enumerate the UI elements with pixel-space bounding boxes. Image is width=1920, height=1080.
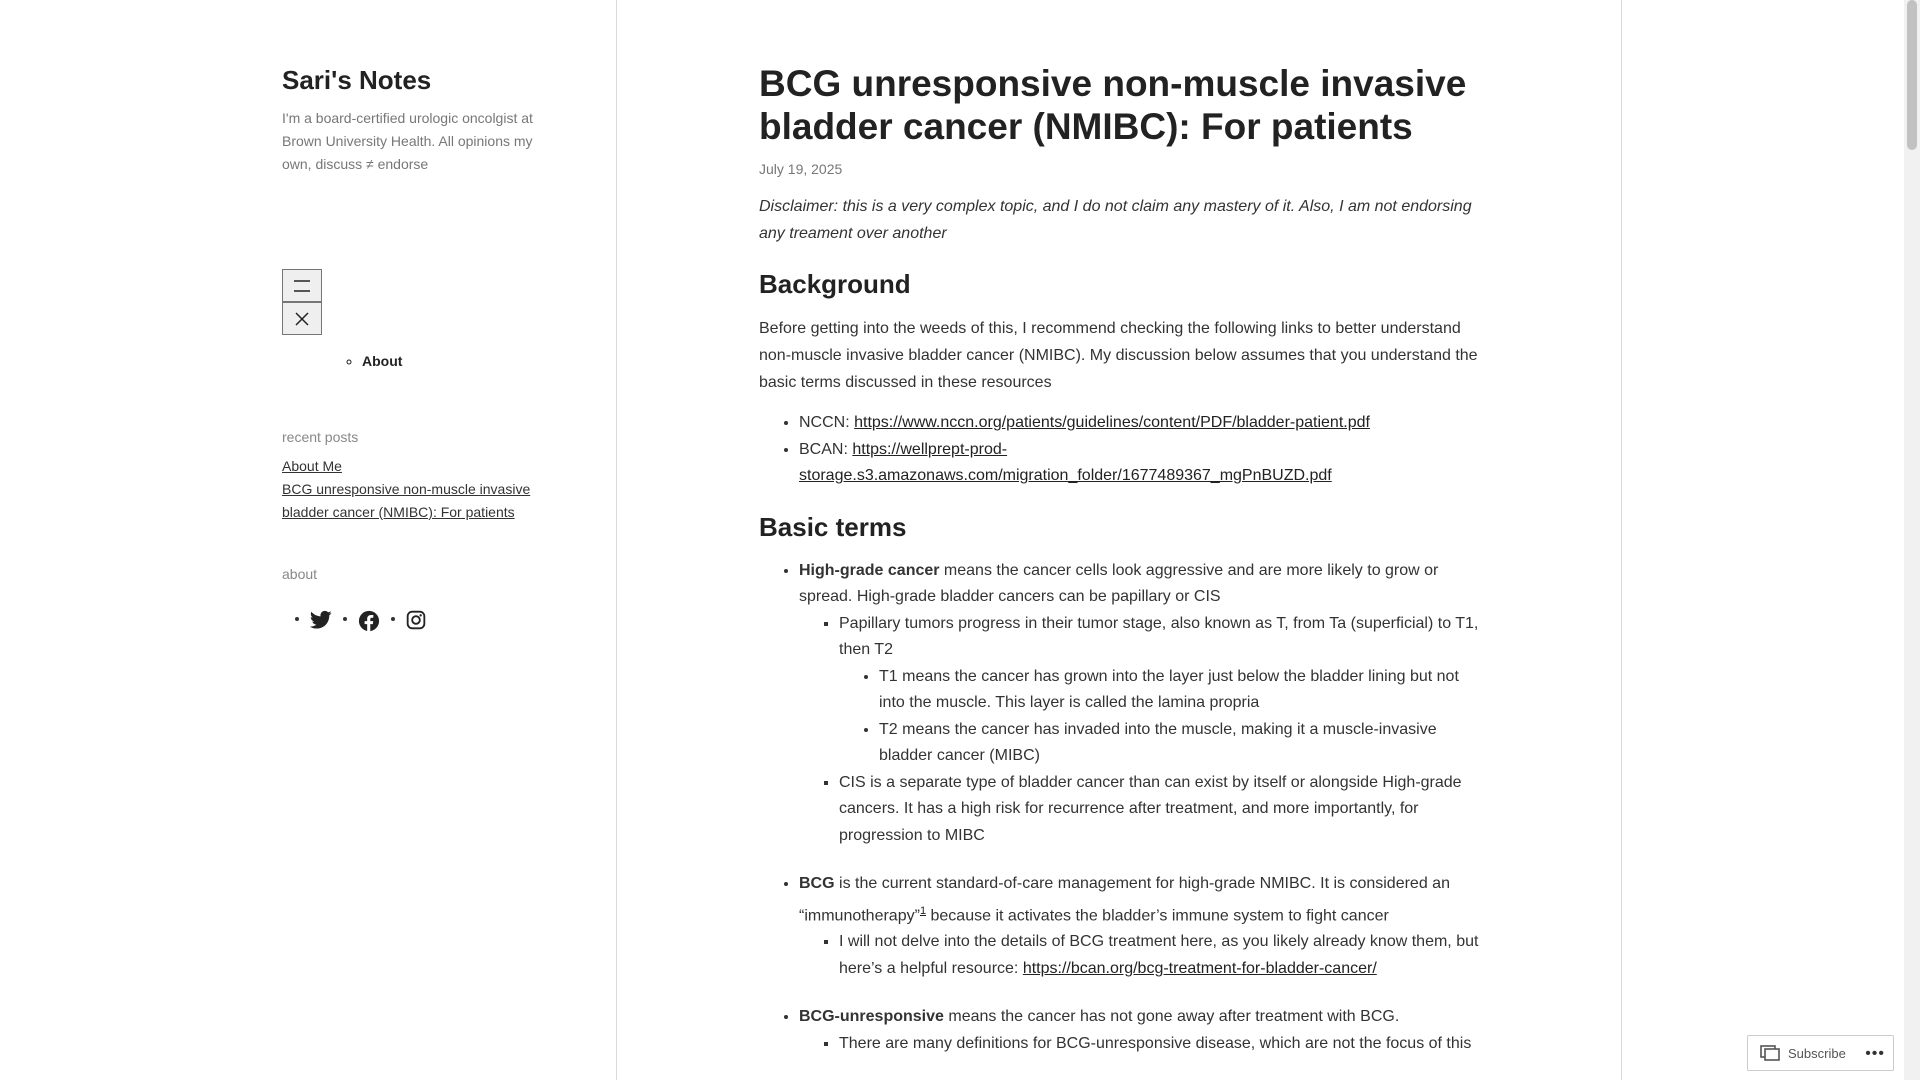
bcan-link[interactable]: https://wellprept-prod-storage.s3.amazonaws.com/migration_folder/1677489367_mgPnBUZD.pdf	[799, 440, 1332, 484]
list-item: • BCG-unresponsive means the cancer has not gone away after treatment with BCG. ▪ There are many definitions for BCG-unresponsive disease, which are not the focus of this	[799, 1004, 1481, 1057]
post-title: BCG unresponsive non-muscle invasive bladder cancer (NMIBC): For patients	[759, 63, 1467, 147]
basic-terms-heading: Basic terms	[759, 511, 907, 542]
twitter-icon	[310, 610, 332, 630]
about-heading: about	[282, 566, 318, 582]
footnote-link[interactable]: 1	[919, 904, 927, 917]
menu-open-button[interactable]	[282, 269, 322, 302]
recent-posts-list	[282, 455, 554, 524]
list-item: • BCAN: https://wellprept-prod-storage.s3.amazonaws.com/migration_folder/1677489367_mgPnBUZD.pdf	[799, 437, 1481, 490]
subscribe-button[interactable]: Subscribe	[1788, 1045, 1846, 1061]
menu-close-button[interactable]	[282, 302, 322, 335]
site-description: I'm a board-certified urologic oncolgist at Brown University Health. All opinions my own, discuss ≠ endorse	[282, 110, 533, 172]
close-icon	[294, 311, 310, 327]
social-item-instagram[interactable]	[406, 610, 426, 632]
list-item: • BCG is the current standard-of-care management for high-grade NMIBC. It is considered an “immunotherapy”$^1$ because it activates the bladder’s immune system to fight cancer ▪ I will not delve into the details of BCG treatment here, as you likely already know them, but here’s a helpful resource: https://bcan.org/bcg-treatment-for-bladder-cancer/	[799, 871, 1481, 982]
sidebar	[0, 0, 617, 1080]
primary-nav	[282, 353, 554, 369]
scrollbar[interactable]	[1904, 0, 1920, 1080]
facebook-icon	[358, 610, 380, 632]
post-content	[759, 62, 1481, 1057]
hamburger-icon	[293, 280, 311, 292]
scrollbar-thumb[interactable]	[1907, 0, 1917, 150]
more-options-button[interactable]: •••	[1865, 1045, 1885, 1062]
background-heading: Background	[759, 269, 911, 299]
list-item: ▪ There are many definitions for BCG-unresponsive disease, which are not the focus of this	[839, 1031, 1481, 1058]
recent-post-link[interactable]: About Me	[282, 458, 342, 474]
site-title[interactable]: Sari's Notes	[282, 65, 432, 95]
nav-item-about[interactable]: ◦ About	[362, 353, 554, 369]
resource-links	[759, 410, 1481, 490]
list-item: • High-grade cancer means the cancer cells look aggressive and are more likely to grow or spread. High-grade bladder cancers can be papillary or CIS ▪ Papillary tumors progress in their tumor stage, also known as T, from Ta (superficial) to T1, then T2 • T1 means the cancer has grown into the layer just below the bladder lining but not into the muscle. This layer is called the lamina propria • T2 means the cancer has invaded into the muscle, making it a muscle-invasive bladder cancer (MIBC) ▪ CIS is a separate type of bladder cancer than can exist by itself or alongside High-grade cancers. It has a high risk for recurrence after treatment, and more importantly, for progression to MIBC	[799, 558, 1481, 850]
social-links	[282, 610, 554, 632]
reader-icon	[1760, 1045, 1780, 1061]
list-item: • T1 means the cancer has grown into the layer just below the bladder lining but not into the muscle. This layer is called the lamina propria	[879, 664, 1481, 717]
content-divider	[1621, 0, 1622, 1080]
subscribe-bar	[1747, 1035, 1894, 1071]
recent-posts-heading: recent posts	[282, 429, 359, 445]
list-item: ▪ CIS is a separate type of bladder cancer than can exist by itself or alongside High-grade cancers. It has a high risk for recurrence after treatment, and more importantly, for progression to MIBC	[839, 770, 1481, 850]
recent-post-link[interactable]: BCG unresponsive non-muscle invasive bladder cancer (NMIBC): For patients	[282, 481, 531, 520]
background-text: Before getting into the weeds of this, I recommend checking the following links to better understand non-muscle invasive bladder cancer (NMIBC). My discussion below assumes that you understand the basic terms discussed in these resources	[759, 320, 1478, 391]
social-item-twitter[interactable]	[310, 610, 332, 632]
list-item: ▪ Papillary tumors progress in their tumor stage, also known as T, from Ta (superficial) to T1, then T2 • T1 means the cancer has grown into the layer just below the bladder lining but not into the muscle. This layer is called the lamina propria • T2 means the cancer has invaded into the muscle, making it a muscle-invasive bladder cancer (MIBC)	[839, 611, 1481, 770]
list-item: • NCCN: https://www.nccn.org/patients/guidelines/content/PDF/bladder-patient.pdf	[799, 410, 1481, 437]
instagram-icon	[406, 610, 426, 630]
list-item: • T2 means the cancer has invaded into the muscle, making it a muscle-invasive bladder cancer (MIBC)	[879, 717, 1481, 770]
list-item: ▪ I will not delve into the details of BCG treatment here, as you likely already know them, but here’s a helpful resource: https://bcan.org/bcg-treatment-for-bladder-cancer/	[839, 929, 1481, 982]
social-item-facebook[interactable]	[358, 610, 380, 632]
nccn-link[interactable]: https://www.nccn.org/patients/guidelines/content/PDF/bladder-patient.pdf	[854, 414, 1370, 431]
basic-terms-list	[759, 558, 1481, 1058]
bcg-resource-link[interactable]: https://bcan.org/bcg-treatment-for-bladder-cancer/	[1022, 959, 1377, 977]
disclaimer: Disclaimer: this is a very complex topic, and I do not claim any mastery of it. Also, I am not endorsing any treament over another	[759, 198, 1472, 242]
post-date[interactable]: July 19, 2025	[759, 161, 843, 177]
